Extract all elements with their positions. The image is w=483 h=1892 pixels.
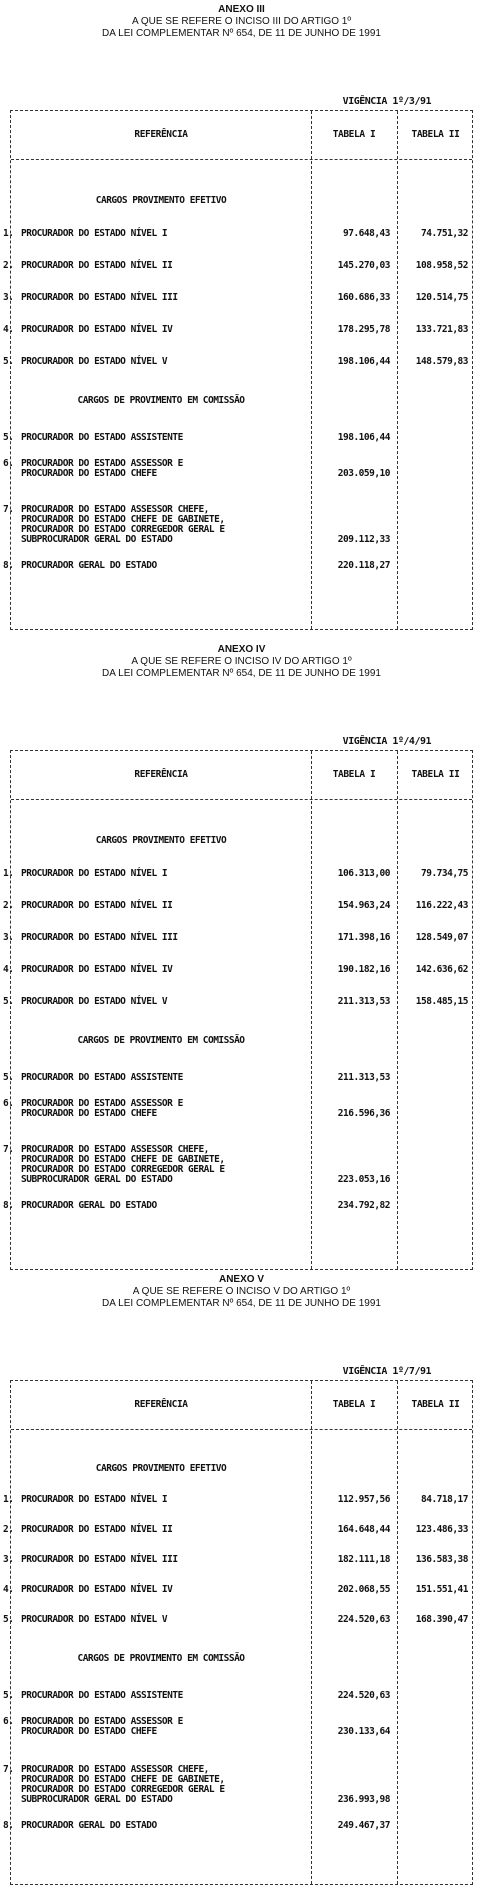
annex-subtitle: DA LEI COMPLEMENTAR Nº 654, DE 11 DE JUNHO DE 1991 <box>102 28 381 39</box>
row-number: 4. <box>3 964 14 975</box>
annex-subtitle: A QUE SE REFERE O INCISO V DO ARTIGO 1º <box>132 1286 351 1297</box>
header-tabela-2: TABELA II <box>411 1399 460 1410</box>
value-tabela-1: 182.111,18 <box>337 1554 390 1565</box>
row-label: PROCURADOR DO ESTADO ASSESSOR E PROCURADOR DO ESTADO CHEFE <box>21 458 183 479</box>
value-tabela-1: 171.398,16 <box>337 932 390 943</box>
row-number: 8. <box>3 560 14 571</box>
row-number: 7. <box>3 504 14 515</box>
value-tabela-2: 123.486,33 <box>415 1524 468 1535</box>
value-tabela-1: 216.596,36 <box>337 1108 390 1119</box>
annex-subtitle: A QUE SE REFERE O INCISO IV DO ARTIGO 1º <box>131 656 352 667</box>
value-tabela-1: 249.467,37 <box>337 1820 390 1831</box>
column-divider <box>311 751 312 1269</box>
value-tabela-2: 136.583,38 <box>415 1554 468 1565</box>
section-comissao: CARGOS DE PROVIMENTO EM COMISSÃO <box>77 395 245 406</box>
row-label: PROCURADOR DO ESTADO ASSESSOR CHEFE, PROCURADOR DO ESTADO CHEFE DE GABINETE, PROCURADOR DO ESTADO CORREGEDOR GERAL E SUBPROCURADOR GERAL DO ESTADO <box>21 1764 225 1805</box>
row-label: PROCURADOR GERAL DO ESTADO <box>21 1200 157 1211</box>
row-label: PROCURADOR GERAL DO ESTADO <box>21 560 157 571</box>
row-label: PROCURADOR DO ESTADO ASSESSOR E PROCURADOR DO ESTADO CHEFE <box>21 1716 183 1737</box>
value-tabela-1: 211.313,53 <box>337 996 390 1007</box>
row-number: 1. <box>3 868 14 879</box>
value-tabela-2: 168.390,47 <box>415 1614 468 1625</box>
annex-header <box>0 0 483 40</box>
value-tabela-1: 224.520,63 <box>337 1614 390 1625</box>
header-referencia: REFERÊNCIA <box>134 1399 188 1410</box>
header-tabela-1: TABELA I <box>332 769 376 780</box>
vigencia-label: VIGÊNCIA 1º/3/91 <box>342 96 431 107</box>
row-number: 5. <box>3 432 14 443</box>
value-tabela-2: 108.958,52 <box>415 260 468 271</box>
row-number: 4. <box>3 1584 14 1595</box>
salary-table <box>3 1380 473 1885</box>
value-tabela-2: 142.636,62 <box>415 964 468 975</box>
row-number: 2. <box>3 260 14 271</box>
row-number: 7. <box>3 1144 14 1155</box>
table-header <box>11 751 472 800</box>
section-comissao: CARGOS DE PROVIMENTO EM COMISSÃO <box>77 1653 245 1664</box>
section-comissao: CARGOS DE PROVIMENTO EM COMISSÃO <box>77 1035 245 1046</box>
value-tabela-2: 158.485,15 <box>415 996 468 1007</box>
value-tabela-1: 230.133,64 <box>337 1726 390 1737</box>
row-number: 3. <box>3 1554 14 1565</box>
annex-header <box>0 1270 483 1310</box>
table-header <box>11 1381 472 1430</box>
value-tabela-1: 198.106,44 <box>337 432 390 443</box>
row-label: PROCURADOR DO ESTADO NÍVEL III <box>21 1554 178 1565</box>
row-label: PROCURADOR DO ESTADO NÍVEL II <box>21 1524 173 1535</box>
vigencia-label: VIGÊNCIA 1º/4/91 <box>342 736 431 747</box>
value-tabela-1: 178.295,78 <box>337 324 390 335</box>
row-label: PROCURADOR DO ESTADO NÍVEL III <box>21 292 178 303</box>
salary-table <box>3 750 473 1270</box>
annex-subtitle: A QUE SE REFERE O INCISO III DO ARTIGO 1º <box>131 16 352 27</box>
value-tabela-2: 116.222,43 <box>415 900 468 911</box>
header-tabela-1: TABELA I <box>332 1399 376 1410</box>
row-label: PROCURADOR DO ESTADO NÍVEL V <box>21 996 168 1007</box>
value-tabela-2: 148.579,83 <box>415 356 468 367</box>
row-label: PROCURADOR DO ESTADO NÍVEL III <box>21 932 178 943</box>
row-number: 7. <box>3 1764 14 1775</box>
header-referencia: REFERÊNCIA <box>134 769 188 780</box>
value-tabela-1: 209.112,33 <box>337 534 390 545</box>
value-tabela-1: 224.520,63 <box>337 1690 390 1701</box>
value-tabela-1: 223.053,16 <box>337 1174 390 1185</box>
value-tabela-2: 151.551,41 <box>415 1584 468 1595</box>
annex-5 <box>0 1270 483 1831</box>
value-tabela-1: 211.313,53 <box>337 1072 390 1083</box>
value-tabela-1: 202.068,55 <box>337 1584 390 1595</box>
row-number: 5. <box>3 1614 14 1625</box>
value-tabela-1: 234.792,82 <box>337 1200 390 1211</box>
row-label: PROCURADOR DO ESTADO NÍVEL V <box>21 1614 168 1625</box>
row-number: 5. <box>3 996 14 1007</box>
row-number: 2. <box>3 900 14 911</box>
salary-table <box>3 110 473 630</box>
row-number: 8. <box>3 1200 14 1211</box>
annex-4 <box>0 640 483 1211</box>
row-label: PROCURADOR DO ESTADO ASSESSOR CHEFE, PROCURADOR DO ESTADO CHEFE DE GABINETE, PROCURADOR DO ESTADO CORREGEDOR GERAL E SUBPROCURADOR GERAL DO ESTADO <box>21 1144 225 1185</box>
row-number: 4. <box>3 324 14 335</box>
row-label: PROCURADOR DO ESTADO NÍVEL II <box>21 900 173 911</box>
row-label: PROCURADOR DO ESTADO NÍVEL I <box>21 1494 168 1505</box>
annex-subtitle: DA LEI COMPLEMENTAR Nº 654, DE 11 DE JUNHO DE 1991 <box>102 668 381 679</box>
column-divider <box>397 1381 398 1884</box>
row-number: 6. <box>3 1098 14 1109</box>
value-tabela-2: 133.721,83 <box>415 324 468 335</box>
value-tabela-2: 74.751,32 <box>421 228 468 239</box>
column-divider <box>397 751 398 1269</box>
value-tabela-1: 112.957,56 <box>337 1494 390 1505</box>
row-label: PROCURADOR DO ESTADO ASSISTENTE <box>21 1690 183 1701</box>
header-tabela-1: TABELA I <box>332 129 376 140</box>
row-number: 5. <box>3 1072 14 1083</box>
value-tabela-1: 203.059,10 <box>337 468 390 479</box>
row-label: PROCURADOR DO ESTADO NÍVEL IV <box>21 324 173 335</box>
column-divider <box>311 1381 312 1884</box>
row-number: 3. <box>3 932 14 943</box>
row-label: PROCURADOR DO ESTADO ASSISTENTE <box>21 1072 183 1083</box>
row-label: PROCURADOR DO ESTADO NÍVEL I <box>21 868 168 879</box>
row-label: PROCURADOR GERAL DO ESTADO <box>21 1820 157 1831</box>
column-divider <box>397 111 398 629</box>
row-label: PROCURADOR DO ESTADO NÍVEL IV <box>21 1584 173 1595</box>
row-number: 1. <box>3 1494 14 1505</box>
value-tabela-2: 128.549,07 <box>415 932 468 943</box>
row-label: PROCURADOR DO ESTADO ASSESSOR E PROCURADOR DO ESTADO CHEFE <box>21 1098 183 1119</box>
table-header <box>11 111 472 160</box>
header-referencia: REFERÊNCIA <box>134 129 188 140</box>
section-efetivo: CARGOS PROVIMENTO EFETIVO <box>95 195 227 206</box>
value-tabela-1: 190.182,16 <box>337 964 390 975</box>
value-tabela-1: 97.648,43 <box>343 228 390 239</box>
annex-title: ANEXO V <box>218 1274 264 1285</box>
value-tabela-1: 164.648,44 <box>337 1524 390 1535</box>
row-label: PROCURADOR DO ESTADO NÍVEL V <box>21 356 168 367</box>
value-tabela-2: 84.718,17 <box>421 1494 468 1505</box>
vigencia-label: VIGÊNCIA 1º/7/91 <box>342 1366 431 1377</box>
row-label: PROCURADOR DO ESTADO NÍVEL I <box>21 228 168 239</box>
row-number: 6. <box>3 458 14 469</box>
value-tabela-1: 145.270,03 <box>337 260 390 271</box>
column-divider <box>311 111 312 629</box>
annex-subtitle: DA LEI COMPLEMENTAR Nº 654, DE 11 DE JUNHO DE 1991 <box>102 1298 381 1309</box>
row-number: 6. <box>3 1716 14 1727</box>
row-label: PROCURADOR DO ESTADO NÍVEL II <box>21 260 173 271</box>
row-number: 2. <box>3 1524 14 1535</box>
annex-3 <box>0 0 483 571</box>
row-label: PROCURADOR DO ESTADO NÍVEL IV <box>21 964 173 975</box>
row-number: 3. <box>3 292 14 303</box>
value-tabela-1: 106.313,00 <box>337 868 390 879</box>
annex-header <box>0 640 483 680</box>
row-number: 1. <box>3 228 14 239</box>
value-tabela-1: 198.106,44 <box>337 356 390 367</box>
row-label: PROCURADOR DO ESTADO ASSESSOR CHEFE, PROCURADOR DO ESTADO CHEFE DE GABINETE, PROCURADOR DO ESTADO CORREGEDOR GERAL E SUBPROCURADOR GERAL DO ESTADO <box>21 504 225 545</box>
value-tabela-1: 236.993,98 <box>337 1794 390 1805</box>
row-number: 5. <box>3 1690 14 1701</box>
row-label: PROCURADOR DO ESTADO ASSISTENTE <box>21 432 183 443</box>
section-efetivo: CARGOS PROVIMENTO EFETIVO <box>95 835 227 846</box>
annex-title: ANEXO IV <box>217 644 266 655</box>
value-tabela-1: 154.963,24 <box>337 900 390 911</box>
value-tabela-1: 220.118,27 <box>337 560 390 571</box>
row-number: 8. <box>3 1820 14 1831</box>
value-tabela-2: 79.734,75 <box>421 868 468 879</box>
row-number: 5. <box>3 356 14 367</box>
header-tabela-2: TABELA II <box>411 129 460 140</box>
value-tabela-1: 160.686,33 <box>337 292 390 303</box>
header-tabela-2: TABELA II <box>411 769 460 780</box>
annex-title: ANEXO III <box>218 4 265 15</box>
section-efetivo: CARGOS PROVIMENTO EFETIVO <box>95 1463 227 1474</box>
value-tabela-2: 120.514,75 <box>415 292 468 303</box>
